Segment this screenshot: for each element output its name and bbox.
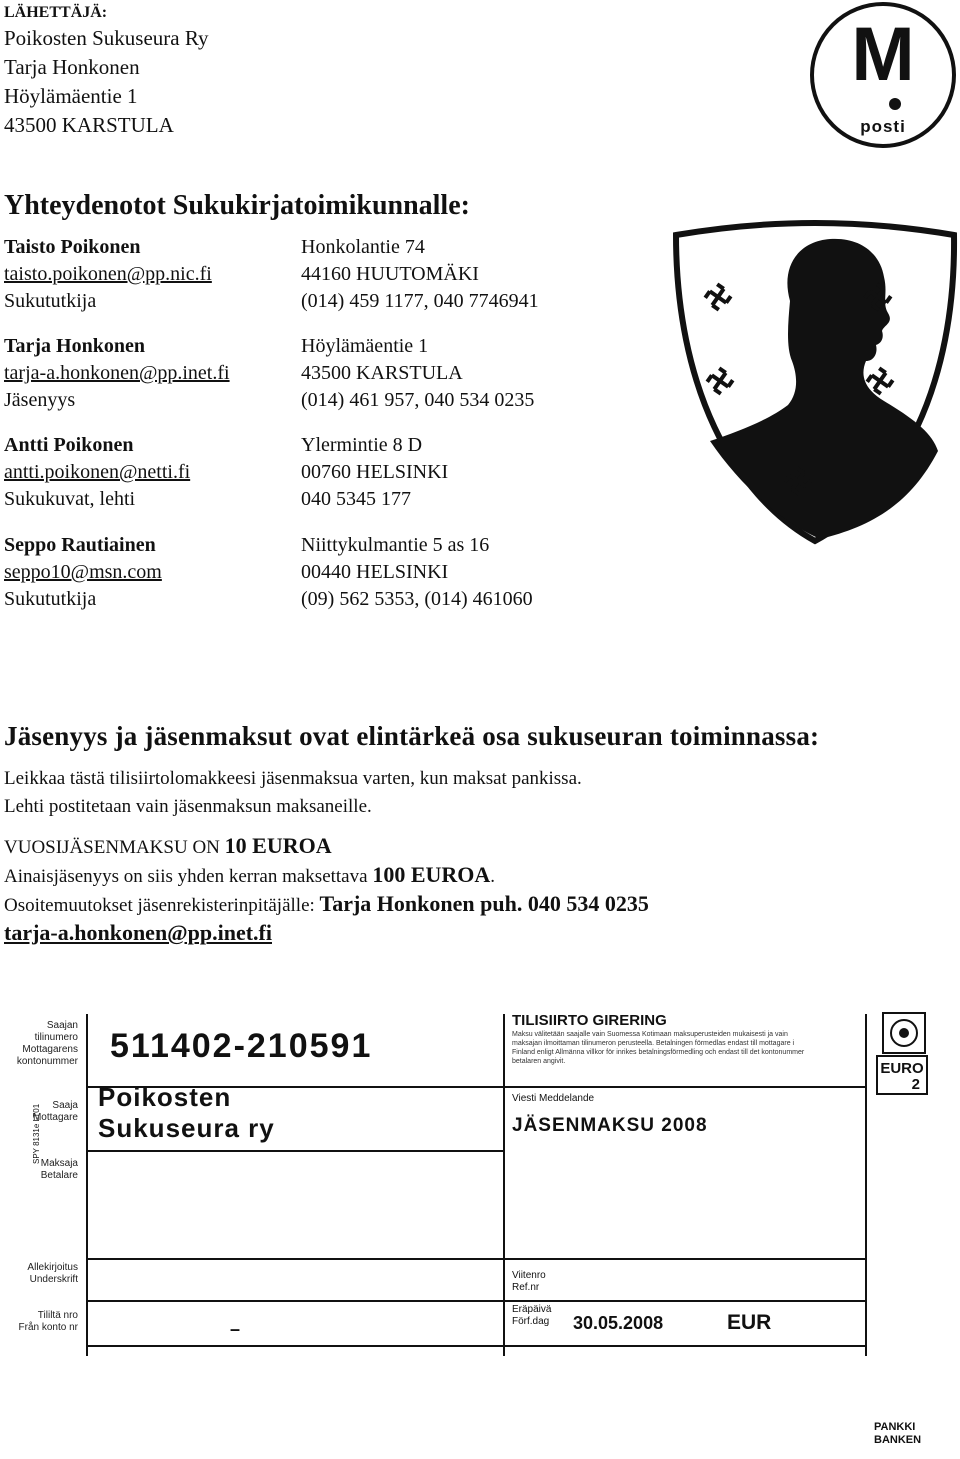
contact-email[interactable]: tarja-a.honkonen@pp.inet.fi bbox=[4, 362, 230, 384]
slip-divider bbox=[865, 1014, 867, 1356]
bank-label: PANKKI BANKEN bbox=[874, 1421, 922, 1446]
contact-email[interactable]: seppo10@msn.com bbox=[4, 561, 162, 583]
account-number: 511402-210591 bbox=[110, 1027, 373, 1065]
account-label: Saajan tilinumero Mottagarens kontonummer bbox=[16, 1020, 78, 1067]
due-date-label: Eräpäivä Förf.dag bbox=[512, 1304, 552, 1327]
slip-rule bbox=[86, 1345, 866, 1347]
svg-text:M: M bbox=[851, 12, 915, 97]
sender-line: Poikosten Sukuseura Ry bbox=[4, 26, 209, 50]
bank-emblem-icon bbox=[882, 1012, 926, 1054]
life-amount: 100 EUROA bbox=[372, 862, 491, 887]
contact-phone: (014) 461 957, 040 534 0235 bbox=[301, 389, 535, 411]
contact-role: Sukututkija bbox=[4, 290, 97, 312]
message-label: Viesti Meddelande bbox=[512, 1093, 595, 1104]
address-email-line bbox=[4, 920, 272, 946]
fee-prefix: VUOSIJÄSENMAKSU ON bbox=[4, 837, 225, 858]
contact-city: 44160 HUUTOMÄKI bbox=[301, 263, 479, 285]
address-change-line bbox=[4, 891, 649, 917]
payer-label: Maksaja Betalare bbox=[40, 1158, 78, 1181]
contact-phone: 040 5345 177 bbox=[301, 488, 411, 510]
signature-label: Allekirjoitus Underskrift bbox=[27, 1262, 78, 1285]
contact-name: Tarja Honkonen bbox=[4, 335, 145, 357]
contact-city: 00760 HELSINKI bbox=[301, 461, 449, 483]
life-fee-line bbox=[4, 862, 495, 888]
contact-card bbox=[4, 333, 624, 414]
contact-email[interactable]: taisto.poikonen@pp.nic.fi bbox=[4, 263, 212, 285]
address-email[interactable]: tarja-a.honkonen@pp.inet.fi bbox=[4, 920, 272, 945]
from-account-label: Tililtä nro Från konto nr bbox=[18, 1310, 78, 1333]
recipient-name: Sukuseura ry bbox=[98, 1113, 275, 1143]
recipient-name: Poikosten bbox=[98, 1082, 232, 1112]
slip-rule bbox=[86, 1150, 504, 1152]
address-contact: Tarja Honkonen puh. 040 534 0235 bbox=[319, 891, 649, 916]
contact-card bbox=[4, 234, 624, 315]
contact-role: Sukukuvat, lehti bbox=[4, 488, 136, 510]
slip-heading: TILISIIRTO GIRERING bbox=[512, 1012, 667, 1029]
slip-code: SPY 8131e LT01 bbox=[32, 1103, 41, 1164]
currency: EUR bbox=[727, 1311, 772, 1334]
contact-name: Seppo Rautiainen bbox=[4, 534, 156, 556]
recipient-label: Saaja Mottagare bbox=[32, 1100, 78, 1123]
slip-rule bbox=[86, 1258, 866, 1260]
sender-label: LÄHETTÄJÄ: bbox=[4, 4, 108, 21]
due-date-value: 30.05.2008 bbox=[573, 1313, 664, 1333]
membership-title: Jäsenyys ja jäsenmaksut ovat elintärkeä osa sukuseuran toiminnassa: bbox=[4, 721, 820, 751]
contact-address: Höylämäentie 1 bbox=[301, 335, 429, 357]
sender-line: Höylämäentie 1 bbox=[4, 84, 138, 108]
reference-label: Viitenro Ref.nr bbox=[512, 1270, 546, 1293]
life-prefix: Ainaisjäsenyys on siis yhden kerran maksettava bbox=[4, 866, 373, 887]
contact-city: 00440 HELSINKI bbox=[301, 561, 449, 583]
membership-line: Lehti postitetaan vain jäsenmaksun maksaneille. bbox=[4, 796, 372, 817]
contact-name: Antti Poikonen bbox=[4, 434, 134, 456]
svg-text:posti: posti bbox=[860, 117, 906, 136]
fee-amount: 10 EUROA bbox=[224, 833, 332, 858]
fee-line bbox=[4, 833, 332, 859]
sender-block bbox=[4, 2, 209, 140]
membership-line: Leikkaa tästä tilisiirtolomakkeesi jäsenmaksua varten, kun maksat pankissa. bbox=[4, 768, 582, 789]
contact-email[interactable]: antti.poikonen@netti.fi bbox=[4, 461, 191, 483]
contact-role: Jäsenyys bbox=[4, 389, 76, 411]
contact-phone: (014) 459 1177, 040 7746941 bbox=[301, 290, 539, 312]
family-crest-icon bbox=[670, 205, 960, 550]
contact-card bbox=[4, 432, 624, 513]
life-suffix: . bbox=[490, 866, 496, 887]
sender-line: Tarja Honkonen bbox=[4, 55, 140, 79]
slip-terms: Maksu välitetään saajalle vain Suomessa Kotimaan maksuperusteiden mukaisesti ja vain maksajan ilmoittaman tilinumeron perusteella. Betalningen förmedlas endast till mottagare i Finland enligt Allmänna villkor för inrikes betalningsförmedling och endast till det kontonummer betalaren angivit. bbox=[512, 1031, 805, 1065]
sender-line: 43500 KARSTULA bbox=[4, 113, 174, 137]
contact-name: Taisto Poikonen bbox=[4, 236, 141, 258]
address-prefix: Osoitemuutokset jäsenrekisterinpitäjälle: bbox=[4, 895, 320, 916]
contact-address: Niittykulmantie 5 as 16 bbox=[301, 534, 490, 556]
amount-dash: – bbox=[230, 1319, 241, 1339]
contact-city: 43500 KARSTULA bbox=[301, 362, 463, 384]
message-value: JÄSENMAKSU 2008 bbox=[512, 1115, 708, 1136]
posti-logo bbox=[808, 0, 958, 150]
slip-rule bbox=[86, 1300, 866, 1302]
contacts-title: Yhteydenotot Sukukirjatoimikunnalle: bbox=[4, 190, 470, 221]
contact-card bbox=[4, 532, 624, 613]
contact-address: Honkolantie 74 bbox=[301, 236, 425, 258]
contact-role: Sukututkija bbox=[4, 588, 97, 610]
euro-badge: EURO 2 bbox=[876, 1055, 928, 1095]
slip-divider bbox=[503, 1014, 505, 1356]
contact-address: Ylermintie 8 D bbox=[301, 434, 423, 456]
payment-slip bbox=[0, 1000, 960, 1459]
slip-divider bbox=[86, 1014, 88, 1356]
contact-phone: (09) 562 5353, (014) 461060 bbox=[301, 588, 533, 610]
